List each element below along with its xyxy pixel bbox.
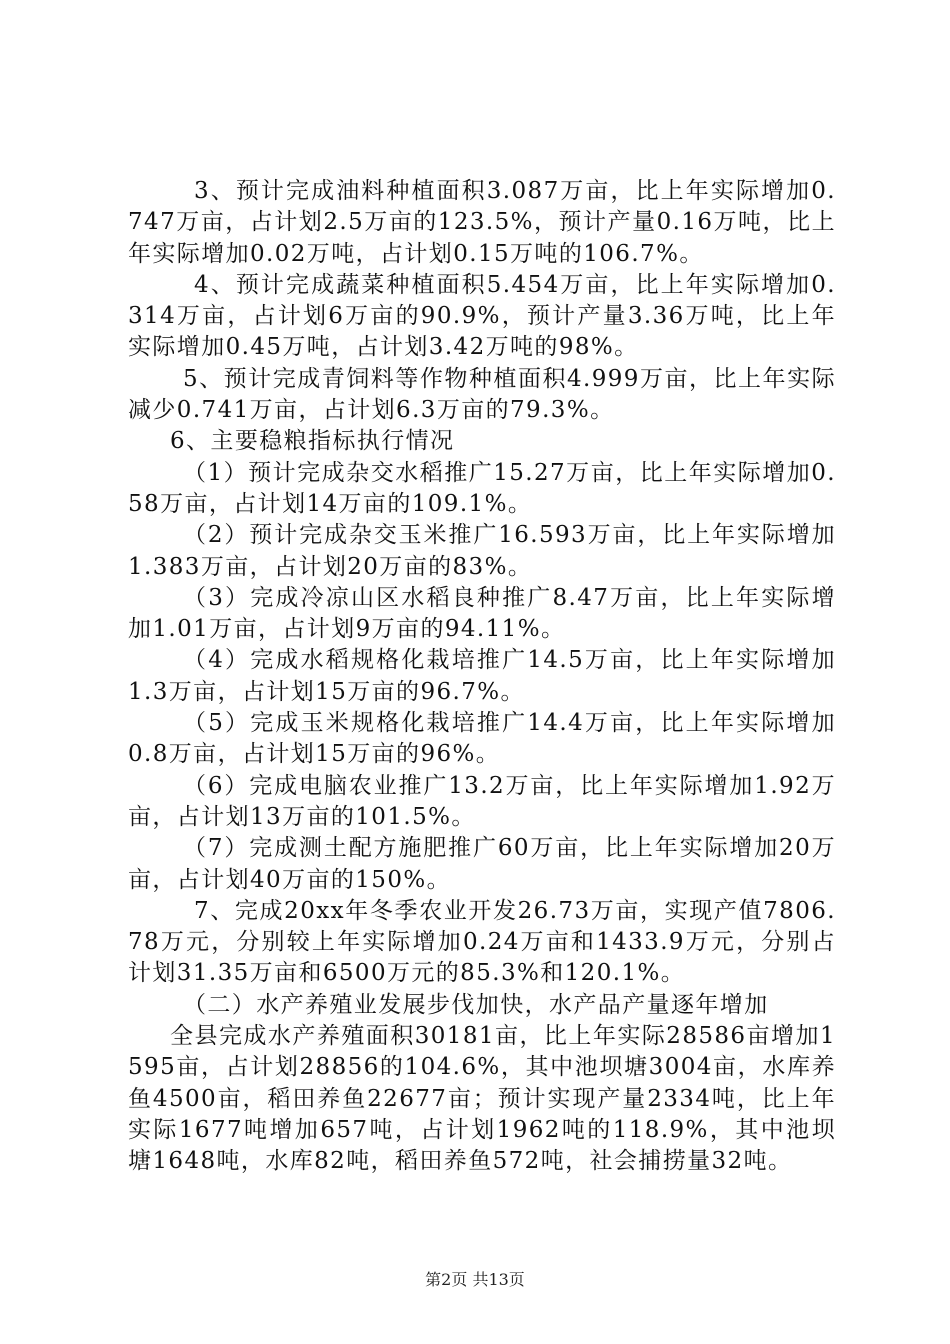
paragraph-grain-indicators-heading: 6、主要稳粮指标执行情况	[170, 428, 455, 455]
page-number-footer: 第2页 共13页	[425, 1270, 525, 1289]
paragraph-hybrid-corn: （2）预计完成杂交玉米推广16.593万亩，比上年实际增加1.383万亩，占计划20万亩的83%。	[128, 522, 836, 580]
paragraph-computer-agriculture: （6）完成电脑农业推广13.2万亩，比上年实际增加1.92万亩，占计划13万亩的101.5%。	[128, 772, 836, 830]
document-body	[128, 176, 836, 1178]
paragraph-hybrid-rice: （1）预计完成杂交水稻推广15.27万亩，比上年实际增加0.58万亩，占计划14万亩的109.1%。	[128, 459, 836, 517]
paragraph-mountain-rice: （3）完成冷凉山区水稻良种推广8.47万亩，比上年实际增加1.01万亩，占计划9万亩的94.11%。	[128, 584, 836, 643]
paragraph-aquaculture-heading: （二）水产养殖业发展步伐加快，水产品产量逐年增加	[183, 991, 769, 1018]
paragraph-soil-testing: （7）完成测土配方施肥推广60万亩，比上年实际增加20万亩，占计划40万亩的150%。	[128, 835, 836, 893]
paragraph-winter-agriculture: 7、完成20xx年冬季农业开发26.73万亩，实现产值7806.78万元，分别较上年实际增加0.24万亩和1433.9万元，分别占计划31.35万亩和6500万元的85.3%和120.1%。	[128, 897, 836, 987]
paragraph-aquaculture: 全县完成水产养殖面积30181亩，比上年实际28586亩增加1595亩，占计划28856的104.6%，其中池坝塘3004亩，水库养鱼4500亩，稻田养鱼22677亩；预计实现产量2334吨，比上年实际1677吨增加657吨，占计划1962吨的118.9%，其中池坝塘1648吨，水库82吨，稻田养鱼572吨，社会捕捞量32吨。	[128, 1023, 836, 1175]
paragraph-vegetables: 4、预计完成蔬菜种植面积5.454万亩，比上年实际增加0.314万亩，占计划6万亩的90.9%，预计产量3.36万吨，比上年实际增加0.45万吨，占计划3.42万吨的98%。	[128, 271, 836, 361]
paragraph-oilseed: 3、预计完成油料种植面积3.087万亩，比上年实际增加0.747万亩，占计划2.5万亩的123.5%，预计产量0.16万吨，比上年实际增加0.02万吨，占计划0.15万吨的106.7%。	[128, 178, 836, 267]
paragraph-corn-cultivation: （5）完成玉米规格化栽培推广14.4万亩，比上年实际增加0.8万亩，占计划15万亩的96%。	[128, 710, 836, 768]
paragraph-green-fodder: 5、预计完成青饲料等作物种植面积4.999万亩，比上年实际减少0.741万亩，占计划6.3万亩的79.3%。	[128, 365, 836, 424]
paragraph-rice-cultivation: （4）完成水稻规格化栽培推广14.5万亩，比上年实际增加1.3万亩，占计划15万亩的96.7%。	[128, 647, 836, 705]
